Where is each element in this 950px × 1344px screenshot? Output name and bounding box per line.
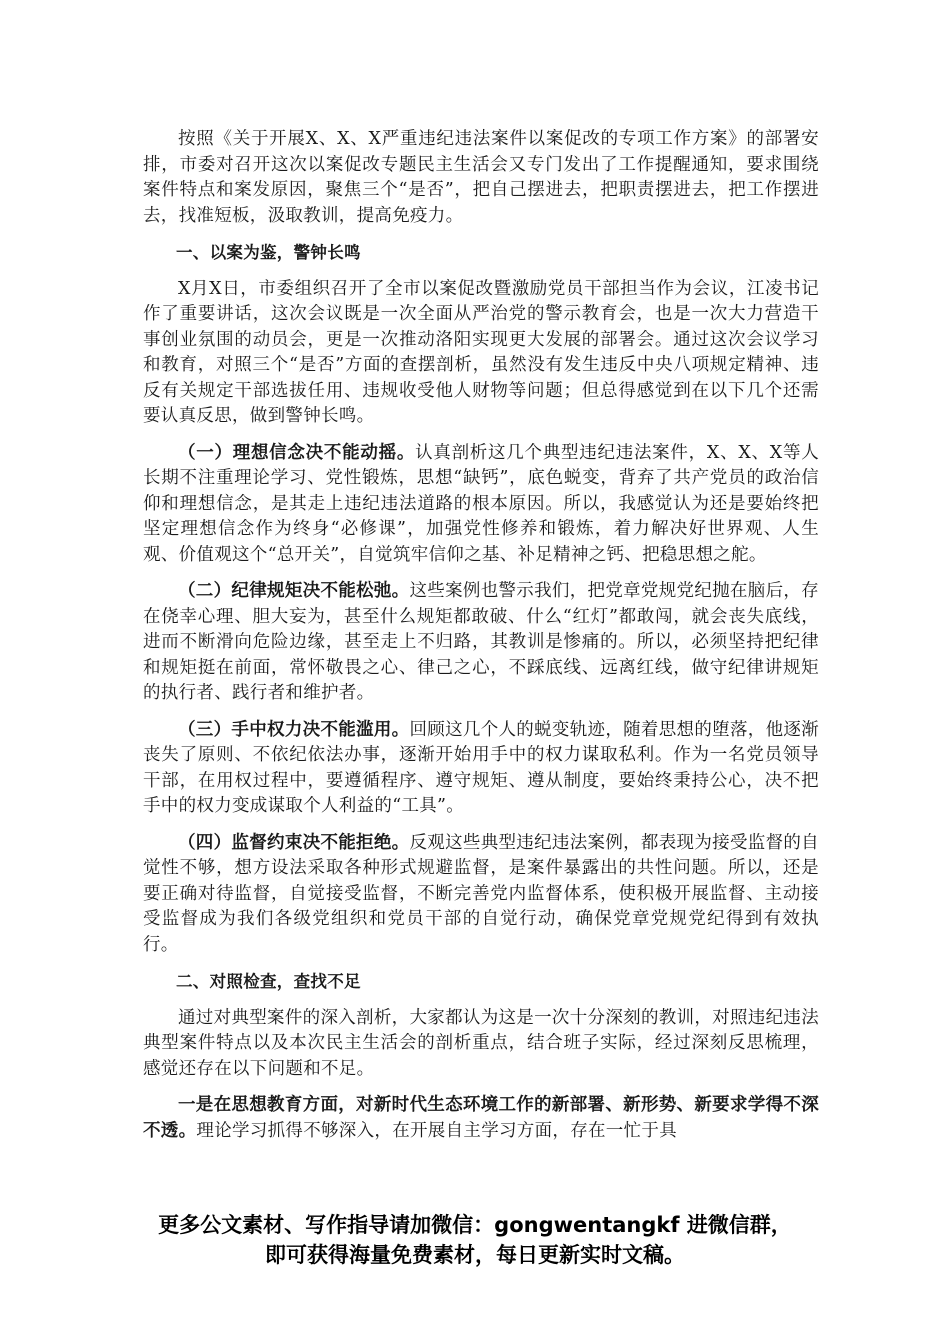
paragraph-analysis: 通过对典型案件的深入剖析，大家都认为这是一次十分深刻的教训，对照违纪违法典型案件特点以及本次民主生活会的剖析重点，结合班子实际，经过深刻反思梳理，感觉还存在以下问题和不足。 — [143, 1007, 819, 1079]
paragraph-lead: 一是在思想教育方面，对新时代生态环境工作的新部署、新形势、新要求学得不深不透。 — [143, 1095, 819, 1141]
paragraph-text: 这些案例也警示我们，把党章党规党纪抛在脑后，存在侥幸心理、胆大妄为，甚至什么规矩都敢破、什么“红灯”都敢闯，就会丧失底线，进而不断滑向危险边缘，甚至走上不归路，其教训是惨痛的。所以，必须坚持把纪律和规矩挺在前面，常怀敬畏之心、律己之心，不踩底线、远离红线，做守纪律讲规矩的执行者、践行者和维护者。 — [143, 581, 819, 703]
section-heading-2: 二、对照检查，查找不足 — [176, 972, 361, 991]
paragraph-lead: （一）理想信念决不能动摇。 — [178, 442, 416, 463]
promo-line-1: 更多公文素材、写作指导请加微信：gongwentangkf 进微信群， — [158, 1213, 792, 1237]
paragraph-discipline — [143, 579, 819, 707]
paragraph-text: 理论学习抓得不够深入，在开展自主学习方面，存在一忙于具 — [196, 1120, 678, 1141]
paragraph-text: 回顾这几个人的蜕变轨迹，随着思想的堕落，他逐渐丧失了原则、不依纪依法办事，逐渐开始用手中的权力谋取私利。作为一名党员领导干部，在用权过程中，要遵循程序、遵守规矩、遵从制度，要始终秉持公心，决不把手中的权力变成谋取个人利益的“工具”。 — [143, 719, 819, 816]
document-body — [143, 127, 819, 1144]
paragraph-lead: （四）监督约束决不能拒绝。 — [178, 832, 410, 853]
paragraph-problem-1 — [143, 1093, 819, 1144]
paragraph-meeting: X月X日，市委组织召开了全市以案促改暨激励党员干部担当作为会议，江凌书记作了重要讲话，这次会议既是一次全面从严治党的警示教育会，也是一次大力营造干事创业氛围的动员会，更是一次推动洛阳实现更大发展的部署会。通过这次会议学习和教育，对照三个“是否”方面的查摆剖析，虽然没有发生违反中央八项规定精神、违反有关规定干部选拔任用、违规收受他人财物等问题；但总得感觉到在以下几个还需要认真反思，做到警钟长鸣。 — [143, 278, 819, 426]
promo-footer — [0, 1210, 950, 1270]
paragraph-text: 认真剖析这几个典型违纪违法案件，X、X、X等人长期不注重理论学习、党性锻炼，思想“缺钙”，底色蜕变，背弃了共产党员的政治信仰和理想信念，是其走上违纪违法道路的根本原因。所以，我感觉认为还是要始终把坚定理想信念作为终身“必修课”，加强党性修养和锻炼，着力解决好世界观、人生观、价值观这个“总开关”，自觉筑牢信仰之基、补足精神之钙、把稳思想之舵。 — [143, 442, 819, 565]
paragraph-supervision — [143, 831, 819, 959]
paragraph-lead: （三）手中权力决不能滥用。 — [178, 719, 410, 740]
promo-line-2: 即可获得海量免费素材，每日更新实时文稿。 — [265, 1243, 685, 1267]
paragraph-text: 反观这些典型违纪违法案例，都表现为接受监督的自觉性不够，想方设法采取各种形式规避监督，是案件暴露出的共性问题。所以，还是要正确对待监督，自觉接受监督，不断完善党内监督体系，使积极开展监督、主动接受监督成为我们各级党组织和党员干部的自觉行动，确保党章党规党纪得到有效执行。 — [143, 832, 819, 955]
paragraph-ideals — [143, 441, 819, 569]
paragraph-lead: （二）纪律规矩决不能松弛。 — [178, 581, 410, 601]
intro-paragraph: 按照《关于开展X、X、X严重违纪违法案件以案促改的专项工作方案》的部署安排，市委对召开这次以案促改专题民主生活会又专门发出了工作提醒通知，要求围绕案件特点和案发原因，聚焦三个“是否”，把自己摆进去，把职责摆进去，把工作摆进去，找准短板，汲取教训，提高免疫力。 — [143, 129, 819, 226]
paragraph-power — [143, 718, 819, 820]
section-heading-1: 一、以案为鉴，警钟长鸣 — [176, 243, 361, 262]
